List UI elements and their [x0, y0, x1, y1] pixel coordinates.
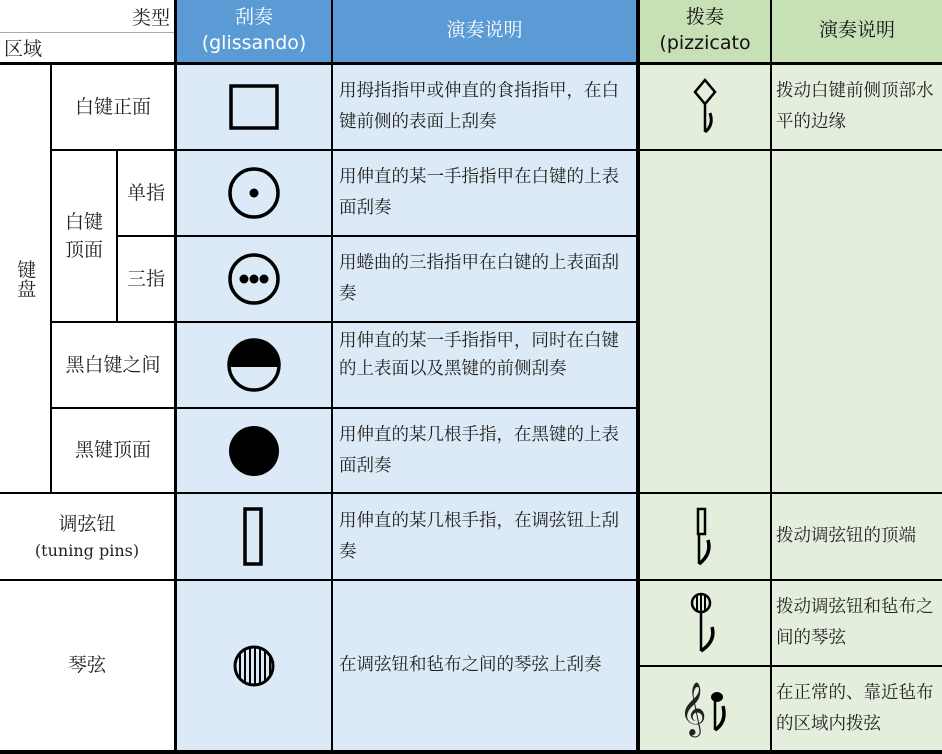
- pizzicato-desc: 拨动调弦钮的顶端: [772, 494, 942, 579]
- type-label: 类型: [131, 7, 170, 29]
- treble-clef-note-symbol-icon: 𝄞: [640, 667, 770, 750]
- glissando-subtitle: (glissando): [201, 32, 307, 54]
- area-single-finger: 单指: [118, 151, 174, 235]
- rect-note-symbol-icon: [640, 494, 770, 579]
- desc-header: 演奏说明: [333, 0, 636, 62]
- pizzicato-desc: 在正常的、靠近毡布的区域内拨弦: [772, 667, 942, 750]
- pizzicato-empty-cell: [640, 151, 770, 492]
- area-white-top: 白键顶面: [52, 151, 116, 321]
- glissando-desc: 用伸直的某几根手指，在黑键的上表面刮奏: [333, 409, 636, 492]
- square-symbol-icon: [177, 65, 331, 149]
- area-white-front: 白键正面: [52, 65, 174, 149]
- glissando-desc: 用伸直的某一手指指甲在白键的上表面刮奏: [333, 151, 636, 235]
- circle-three-dots-symbol-icon: [177, 237, 331, 321]
- circle-dot-symbol-icon: [177, 151, 331, 235]
- pizzicato-desc: 拨动白键前侧顶部水平的边缘: [772, 65, 942, 149]
- half-circle-symbol-icon: [177, 323, 331, 407]
- striped-circle-symbol-icon: [177, 581, 331, 750]
- glissando-desc: 用拇指指甲或伸直的食指指甲，在白键前侧的表面上刮奏: [333, 65, 636, 149]
- diamond-note-symbol-icon: [640, 65, 770, 149]
- glissando-header: [177, 0, 331, 62]
- pizzicato-title: 拨奏: [685, 6, 724, 29]
- tuning-label: 调弦钮: [58, 513, 116, 536]
- area-between: 黑白键之间: [52, 323, 174, 407]
- desc2-header: 演奏说明: [772, 0, 942, 62]
- glissando-title: 刮奏: [234, 6, 273, 29]
- area-tuning: [0, 494, 174, 579]
- filled-circle-symbol-icon: [177, 409, 331, 492]
- rectangle-symbol-icon: [177, 494, 331, 579]
- glissando-desc: 用伸直的某一手指指甲，同时在白键的上表面以及黑键的前侧刮奏: [333, 323, 636, 407]
- area-black-top: 黑键顶面: [52, 409, 174, 492]
- pizzicato-subtitle: (pizzicato: [659, 32, 751, 54]
- corner-header: [0, 0, 174, 62]
- divider: [0, 32, 174, 33]
- glissando-desc: 在调弦钮和毡布之间的琴弦上刮奏: [333, 581, 636, 750]
- pizzicato-desc-empty-cell: [772, 151, 942, 492]
- pizzicato-header: [640, 0, 770, 62]
- glissando-desc: 用伸直的某几根手指，在调弦钮上刮奏: [333, 494, 636, 579]
- area-keyboard: 键盘: [0, 65, 50, 492]
- area-three-fingers: 三指: [118, 237, 174, 321]
- tuning-en-label: (tuning pins): [34, 540, 140, 560]
- area-strings: 琴弦: [0, 581, 174, 750]
- pizzicato-desc: 拨动调弦钮和毡布之间的琴弦: [772, 581, 942, 665]
- striped-note-symbol-icon: [640, 581, 770, 665]
- area-label: 区域: [4, 38, 43, 60]
- glissando-desc: 用蜷曲的三指指甲在白键的上表面刮奏: [333, 237, 636, 321]
